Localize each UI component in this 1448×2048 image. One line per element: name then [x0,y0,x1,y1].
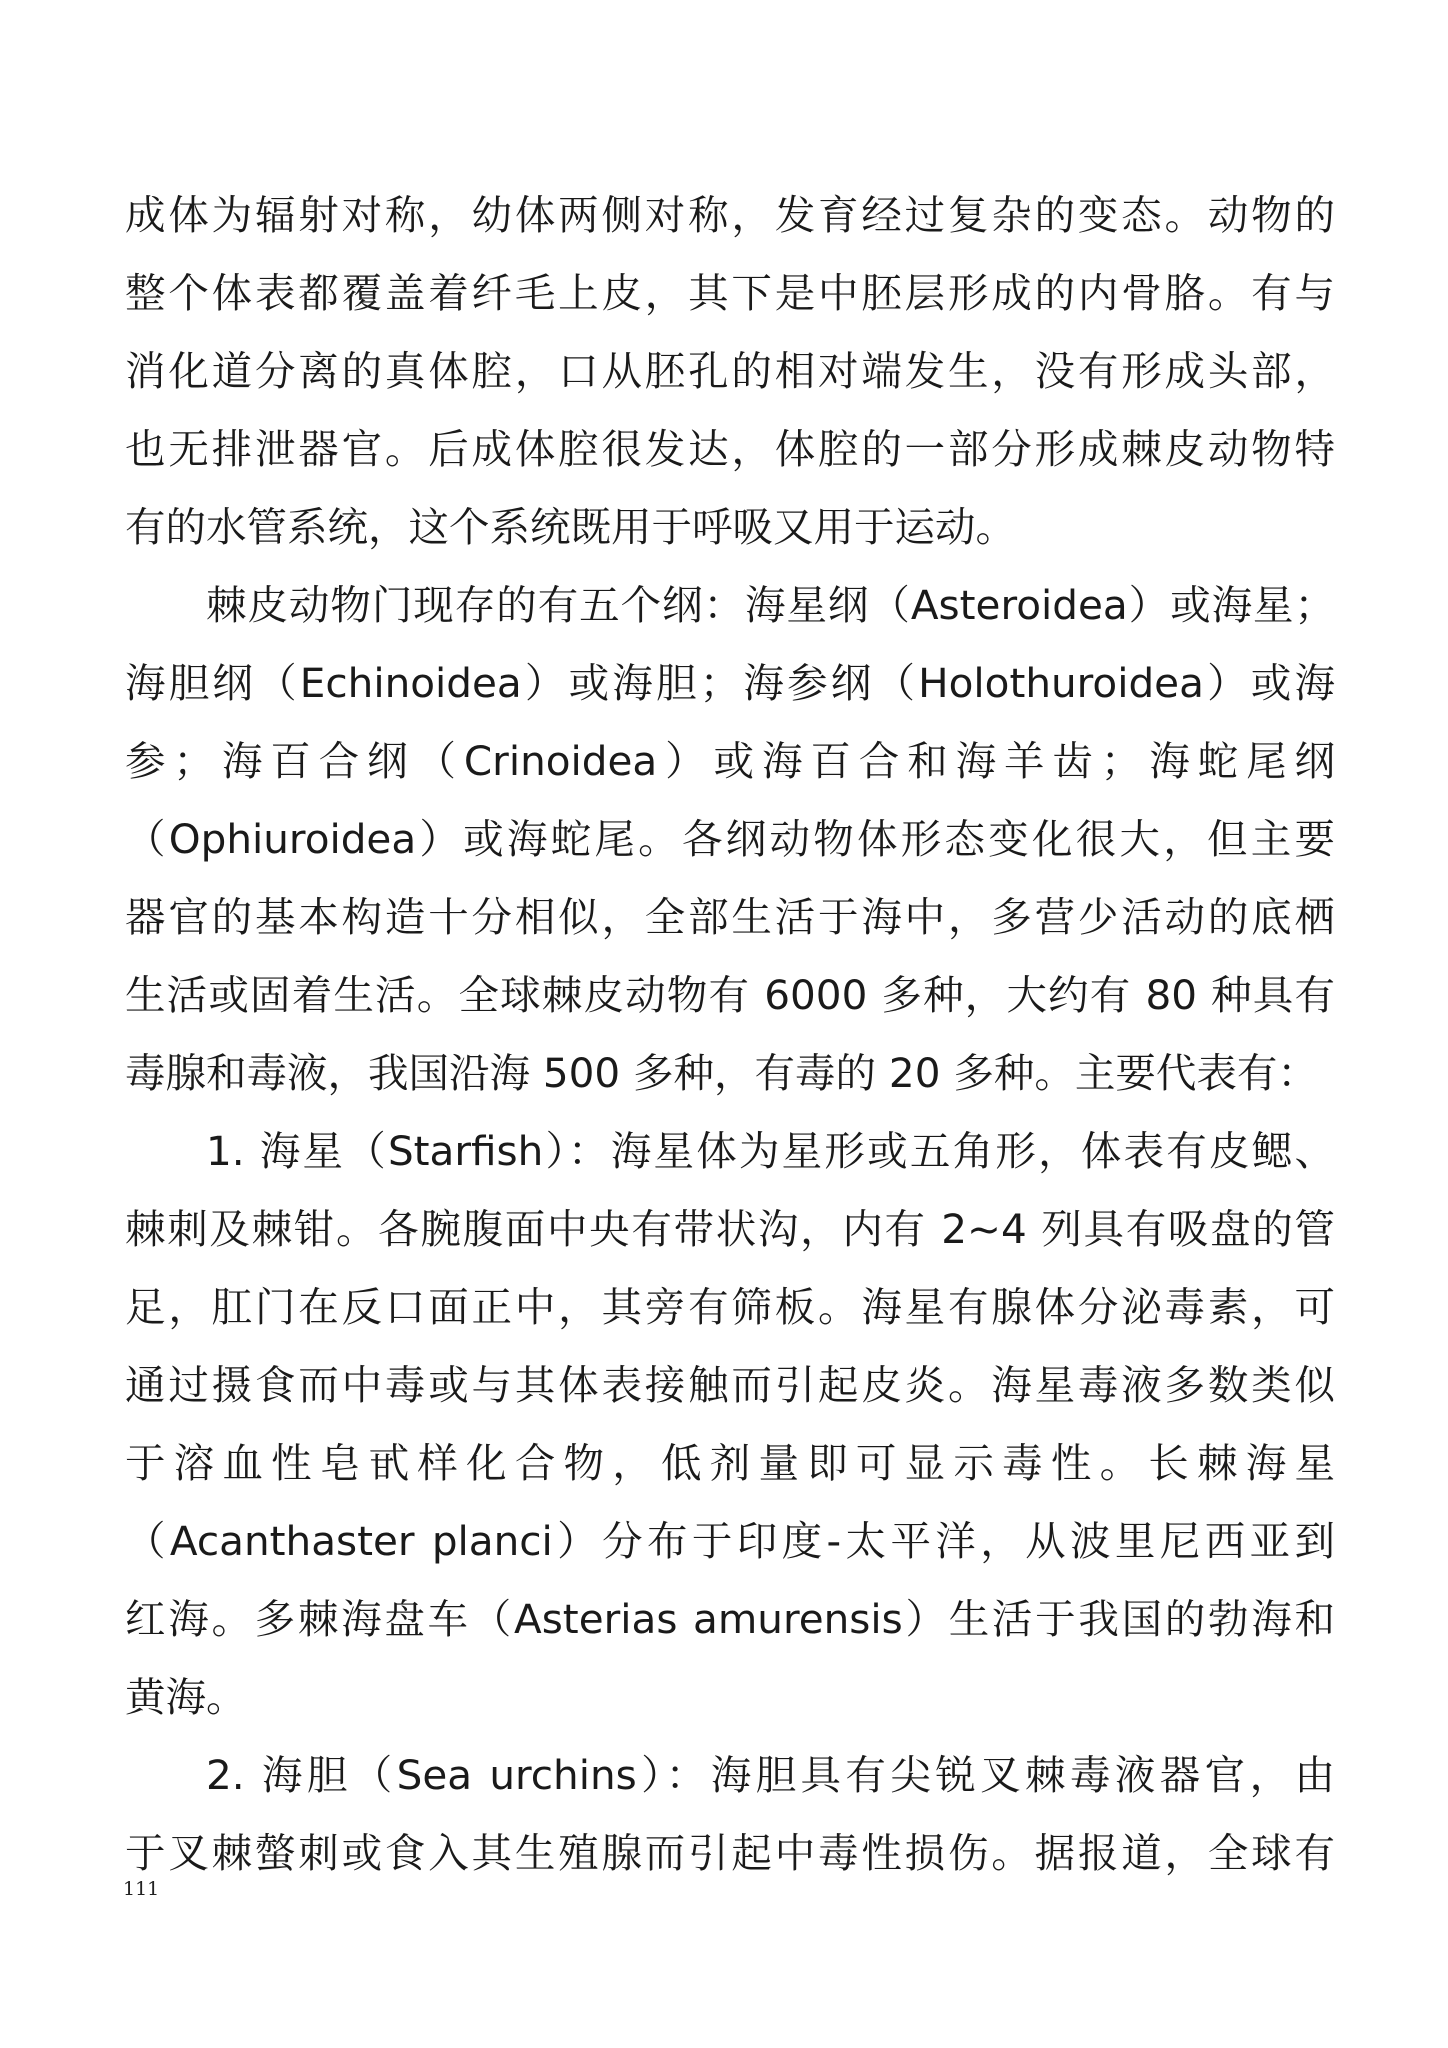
text-line: （Acanthaster planci）分布于印度-太平洋，从波里尼西亚到 [125,1517,1335,1565]
text-line: 有的水管系统，这个系统既用于呼吸又用于运动。 [125,503,1016,551]
text-line: 棘皮动物门现存的有五个纲：海星纲（Asteroidea）或海星； [206,581,1335,629]
text-line: 足，肛门在反口面正中，其旁有筛板。海星有腺体分泌毒素，可 [125,1283,1335,1331]
text-line: 成体为辐射对称，幼体两侧对称，发育经过复杂的变态。动物的 [125,191,1335,239]
text-line: （Ophiuroidea）或海蛇尾。各纲动物体形态变化很大，但主要 [125,815,1335,863]
text-line: 消化道分离的真体腔，口从胚孔的相对端发生，没有形成头部， [125,347,1335,395]
text-line: 毒腺和毒液，我国沿海 500 多种，有毒的 20 多种。主要代表有： [125,1049,1318,1097]
text-line: 红海。多棘海盘车（Asterias amurensis）生活于我国的勃海和 [125,1595,1335,1643]
text-line: 海胆纲（Echinoidea）或海胆；海参纲（Holothuroidea）或海 [125,659,1335,707]
text-line: 于溶血性皂甙样化合物，低剂量即可显示毒性。长棘海星 [125,1439,1335,1487]
text-line: 1. 海星（Starfish）：海星体为星形或五角形，体表有皮鳃、 [206,1127,1335,1175]
text-line: 2. 海胆（Sea urchins）：海胆具有尖锐叉棘毒液器官，由 [206,1751,1335,1799]
text-line: 黄海。 [125,1673,247,1721]
body-text [125,176,1335,1892]
text-line: 通过摄食而中毒或与其体表接触而引起皮炎。海星毒液多数类似 [125,1361,1335,1409]
text-line: 生活或固着生活。全球棘皮动物有 6000 多种，大约有 80 种具有 [125,971,1335,1019]
text-line: 器官的基本构造十分相似，全部生活于海中，多营少活动的底栖 [125,893,1335,941]
text-line: 也无排泄器官。后成体腔很发达，体腔的一部分形成棘皮动物特 [125,425,1335,473]
text-line: 整个体表都覆盖着纤毛上皮，其下是中胚层形成的内骨胳。有与 [125,269,1335,317]
text-line: 于叉棘螫刺或食入其生殖腺而引起中毒性损伤。据报道，全球有 [125,1829,1335,1877]
text-line: 参；海百合纲（Crinoidea）或海百合和海羊齿；海蛇尾纲 [125,737,1335,785]
text-line: 棘刺及棘钳。各腕腹面中央有带状沟，内有 2~4 列具有吸盘的管 [125,1205,1335,1253]
page-number: 111 [123,1878,160,1900]
